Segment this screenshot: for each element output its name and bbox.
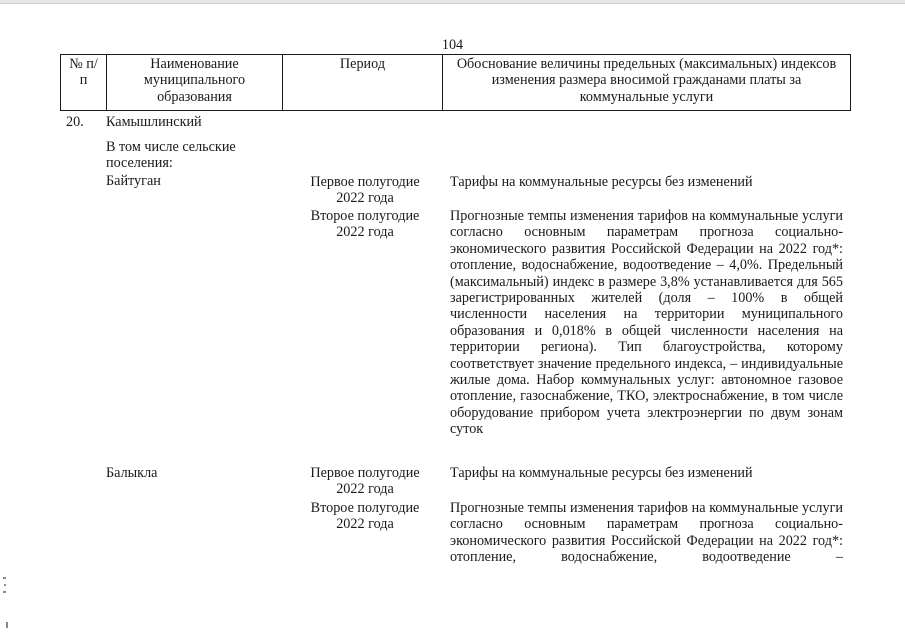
subheading: В том числе сельские поселения: [106,139,236,172]
page-number: 104 [441,37,464,53]
scan-mark [4,584,6,586]
justification-text: Прогнозные темпы изменения тарифов на коммунальные услуги согласно основным параметрам прогноза социально-экономического развития Российской Федерации на 2022 год*: отопление, водоснабжение, водоотведение – 4,0%. Предельный (максимальный) индекс в размере 3,8% устанавливается для 565 зарегистрированных жителей (доля – 100% в общей численности населения на территории муниципального образования и 0,018% в общей численности населения на территории региона). Тип благоустройства, которому соответствует значение предельного индекса, – индивидуальные жилые дома. Набор коммунальных услуг: автономное газовое отопление, газоснабжение, ТКО, электроснабжение, в том числе оборудование прибором учета электроэнергии по двум зонам суток [450,208,843,438]
header-period: Период [283,55,443,111]
scan-mark [3,577,6,579]
header-justification: Обоснование величины предельных (максимальных) индексов изменения размера вносимой гражданами платы за коммунальные услуги [443,55,851,111]
period-second: Второе полугодие 2022 года [310,208,420,241]
justification-text: Тарифы на коммунальные ресурсы без изменений [450,174,753,190]
settlement-name: Байтуган [106,173,161,189]
period-first: Первое полугодие 2022 года [310,465,420,498]
period-second: Второе полугодие 2022 года [310,500,420,533]
settlement-name: Балыкла [106,465,158,481]
header-name: Наименование муниципального образования [107,55,283,111]
entry-number: 20. [66,114,84,130]
table-header [60,54,851,111]
period-first: Первое полугодие 2022 года [310,174,420,207]
justification-text: Тарифы на коммунальные ресурсы без изменений [450,465,753,481]
scan-edge [0,0,905,4]
municipality-name: Камышлинский [106,114,202,130]
header-number: № п/п [61,55,107,111]
scan-mark [6,622,8,628]
justification-text: Прогнозные темпы изменения тарифов на коммунальные услуги согласно основным параметрам прогноза социально-экономического развития Российской Федерации на 2022 год*: отопление, водоснабжение, водоотведение – [450,500,843,566]
scan-mark [3,591,6,593]
